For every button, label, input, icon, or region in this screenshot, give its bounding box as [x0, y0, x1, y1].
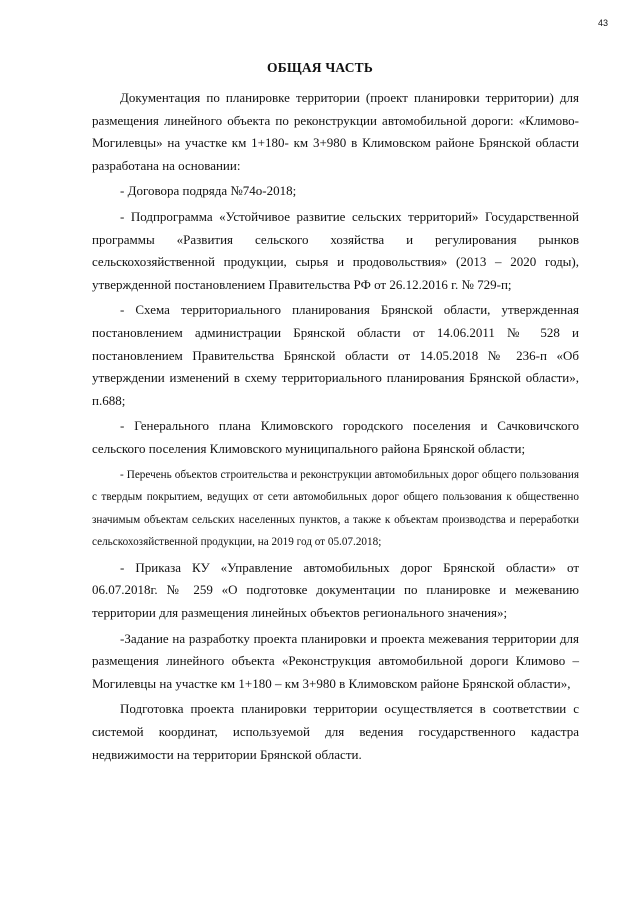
page-number: 43: [597, 18, 608, 28]
paragraph-order: - Приказа КУ «Управление автомобильных дорог Брянской области» от 06.07.2018г. № 259 «О подготовке документации по планировке и межеванию территории для размещения линейных объектов регионального значения»;: [92, 559, 579, 621]
paragraph-object-list: - Перечень объектов строительства и реконструкции автомобильных дорог общего пользования с твердым покрытием, ведущих от сети автомобильных дорог общего пользования к общественно значимым объектам сельских населенных пунктов, а также к объектам производства и переработки сельскохозяйственной продукции, на 2019 год от 05.07.2018;: [92, 468, 579, 549]
paragraph-subprogram: - Подпрограмма «Устойчивое развитие сельских территорий» Государственной программы «Развития сельского хозяйства и регулирования рынков сельскохозяйственной продукции, сырья и продовольствия» (2013 – 2020 годы), утвержденной постановлением Правительства РФ от 26.12.2016 г. № 729-п;: [92, 208, 579, 292]
paragraph-territorial-scheme: - Схема территориального планирования Брянской области, утвержденная постановлением администрации Брянской области от 14.06.2011 № 528 и постановлением Правительства Брянской области от 14.05.2018 № 236-п «Об утверждении изменений в схему территориального планирования Брянской области», п.688;: [92, 302, 579, 408]
paragraph-assignment: -Задание на разработку проекта планировки и проекта межевания территории для размещения линейного объекта «Реконструкция автомобильной дороги Климово – Могилевцы на участке км 1+180 – км 3+980 в Климовском районе Брянской области»,: [92, 630, 579, 691]
paragraph-coordinate-system: Подготовка проекта планировки территории осуществляется в соответствии с системой координат, используемой для ведения государственного кадастра недвижимости на территории Брянской области.: [92, 701, 579, 762]
paragraph-intro: Документация по планировке территории (проект планировки территории) для размещения линейного объекта по реконструкции автомобильной дороги: «Климово-Могилевцы» на участке км 1+180- км 3+980 в Климовском районе Брянской области разработана на основании:: [92, 90, 579, 173]
page-title: ОБЩАЯ ЧАСТЬ: [267, 60, 373, 75]
paragraph-contract: - Договора подряда №74о-2018;: [120, 183, 297, 199]
paragraph-general-plan: - Генерального плана Климовского городского поселения и Сачковичского сельского поселения Климовского муниципального района Брянской области;: [92, 418, 579, 456]
document-body: [92, 87, 579, 769]
